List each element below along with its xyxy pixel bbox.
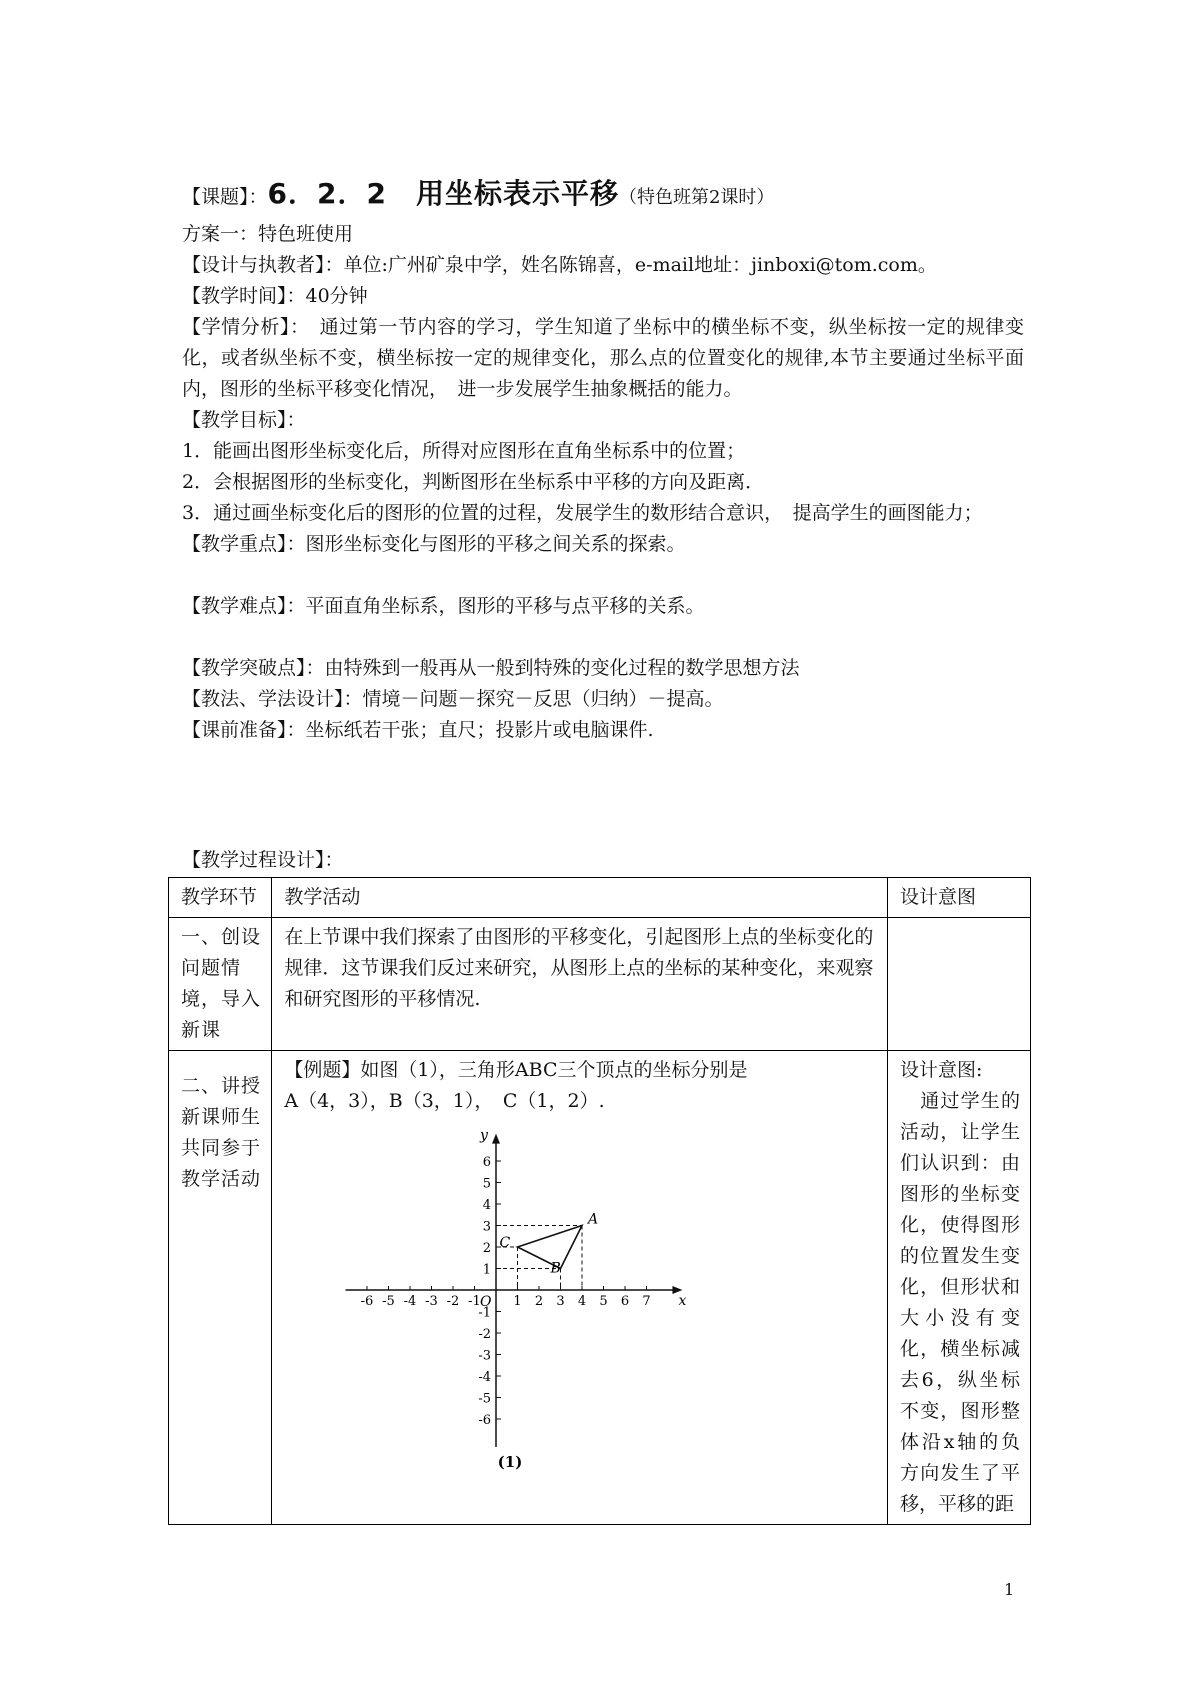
table-row bbox=[169, 918, 1031, 1051]
y-tick-label: 2 bbox=[483, 1241, 492, 1256]
methods: 【教法、学法设计】：情境－问题－探究－反思（归纳）－提高。 bbox=[182, 688, 724, 710]
x-tick-label: -5 bbox=[382, 1294, 396, 1309]
y-tick-label: 4 bbox=[483, 1198, 492, 1213]
figure-caption: (1) bbox=[498, 1453, 523, 1471]
objective-1: 1．能画出图形坐标变化后，所得对应图形在直角坐标系中的位置； bbox=[182, 440, 746, 462]
row1-activity: 在上节课中我们探索了由图形的平移变化，引起图形上点的坐标变化的规律．这节课我们反过来研究，从图形上点的坐标的某种变化，来观察和研究图形的平移情况. bbox=[272, 918, 888, 1051]
example-line-2: A（4，3），B（3，1）， C（1，2）. bbox=[284, 1090, 605, 1112]
header-intent: 设计意图 bbox=[888, 878, 1031, 918]
intent-title: 设计意图: bbox=[900, 1059, 983, 1081]
lesson-subtitle: （特色班第2课时） bbox=[618, 187, 775, 208]
key-point: 【教学重点】：图形坐标变化与图形的平移之间关系的探索。 bbox=[182, 533, 686, 555]
x-tick-label: 4 bbox=[578, 1294, 587, 1309]
x-tick-label: 1 bbox=[513, 1294, 522, 1309]
y-tick-label: 3 bbox=[483, 1219, 492, 1235]
intent-body: 通过学生的活动，让学生们认识到：由图形的坐标变化，使得图形的位置发生变化，但形状和大小没有变化，横坐标减去6，纵坐标不变，图形整体沿x轴的负方向发生了平移，平移的距 bbox=[900, 1090, 1020, 1515]
table-row bbox=[169, 1051, 1031, 1525]
topic-label: 【课题】： bbox=[182, 186, 268, 208]
x-tick-label: 2 bbox=[535, 1294, 544, 1309]
y-tick-label: -3 bbox=[478, 1348, 492, 1364]
x-tick-label: -2 bbox=[447, 1294, 460, 1309]
y-tick-label: -6 bbox=[478, 1413, 492, 1428]
x-axis-label: x bbox=[678, 1293, 687, 1309]
x-tick-label: 7 bbox=[642, 1294, 651, 1309]
process-table bbox=[168, 877, 1031, 1525]
table-header-row bbox=[169, 878, 1031, 918]
time-line: 【教学时间】：40分钟 bbox=[182, 285, 368, 307]
header-stage: 教学环节 bbox=[169, 878, 272, 918]
origin-label: O bbox=[480, 1294, 492, 1310]
row2-activity bbox=[272, 1051, 888, 1525]
objective-3: 3．通过画坐标变化后的图形的位置的过程，发展学生的数形结合意识， 提高学生的画图能力； bbox=[182, 502, 983, 524]
x-tick-label: -3 bbox=[425, 1294, 439, 1309]
header-activity: 教学活动 bbox=[272, 878, 888, 918]
row1-intent bbox=[888, 918, 1031, 1051]
plan-line: 方案一：特色班使用 bbox=[182, 223, 354, 245]
row2-stage: 二、讲授新课师生共同参于教学活动 bbox=[169, 1051, 272, 1525]
lesson-title: 6．2．2 用坐标表示平移 bbox=[267, 177, 619, 210]
designer-line: 【设计与执教者】：单位:广州矿泉中学，姓名陈锦喜，e-mail地址：jinboxi@tom.com。 bbox=[182, 254, 937, 276]
x-tick-label: 5 bbox=[599, 1294, 608, 1309]
y-tick-label: 5 bbox=[483, 1176, 492, 1192]
lesson-info bbox=[182, 219, 1024, 746]
x-tick-label: -4 bbox=[404, 1294, 417, 1309]
example-line-1: 【例题】如图（1），三角形ABC三个顶点的坐标分别是 bbox=[284, 1059, 748, 1081]
y-tick-label: -4 bbox=[478, 1370, 492, 1385]
y-tick-label: -2 bbox=[478, 1327, 492, 1342]
y-axis-arrow bbox=[492, 1134, 500, 1144]
breakthrough: 【教学突破点】：由特殊到一般再从一般到特殊的变化过程的数学思想方法 bbox=[182, 657, 800, 679]
analysis-paragraph: 【学情分析】： 通过第一节内容的学习，学生知道了坐标中的横坐标不变，纵坐标按一定的规律变化，或者纵坐标不变，横坐标按一定的规律变化，那么点的位置变化的规律,本节主要通过坐标平面内，图形的坐标平移变化情况， 进一步发展学生抽象概括的能力。 bbox=[182, 316, 1024, 400]
vertex-label-b: B bbox=[550, 1260, 562, 1277]
x-tick-label: 3 bbox=[556, 1294, 565, 1309]
process-heading: 【教学过程设计】： bbox=[182, 849, 344, 871]
coordinate-figure bbox=[284, 1117, 844, 1497]
x-tick-label: -1 bbox=[468, 1294, 482, 1309]
difficulty: 【教学难点】：平面直角坐标系，图形的平移与点平移的关系。 bbox=[182, 595, 705, 617]
row2-intent bbox=[888, 1051, 1031, 1525]
y-axis-label: y bbox=[480, 1127, 489, 1144]
y-tick-label: -5 bbox=[478, 1391, 492, 1407]
objectives-heading: 【教学目标】： bbox=[182, 409, 306, 431]
x-tick-label: -6 bbox=[361, 1294, 374, 1309]
preparation: 【课前准备】：坐标纸若干张；直尺；投影片或电脑课件. bbox=[182, 719, 654, 741]
process-heading-wrap bbox=[182, 845, 1024, 876]
y-tick-label: -1 bbox=[478, 1305, 492, 1321]
x-tick-label: 6 bbox=[621, 1294, 630, 1309]
page-number: 1 bbox=[1004, 1580, 1015, 1599]
y-tick-label: 1 bbox=[483, 1262, 492, 1278]
lesson-header bbox=[182, 172, 774, 212]
objective-2: 2．会根据图形的坐标变化，判断图形在坐标系中平移的方向及距离． bbox=[182, 471, 765, 493]
row1-stage: 一、创设问题情境，导入新课 bbox=[169, 918, 272, 1051]
vertex-label-a: A bbox=[588, 1211, 599, 1228]
vertex-label-c: C bbox=[499, 1235, 511, 1251]
y-tick-label: 6 bbox=[483, 1155, 492, 1170]
